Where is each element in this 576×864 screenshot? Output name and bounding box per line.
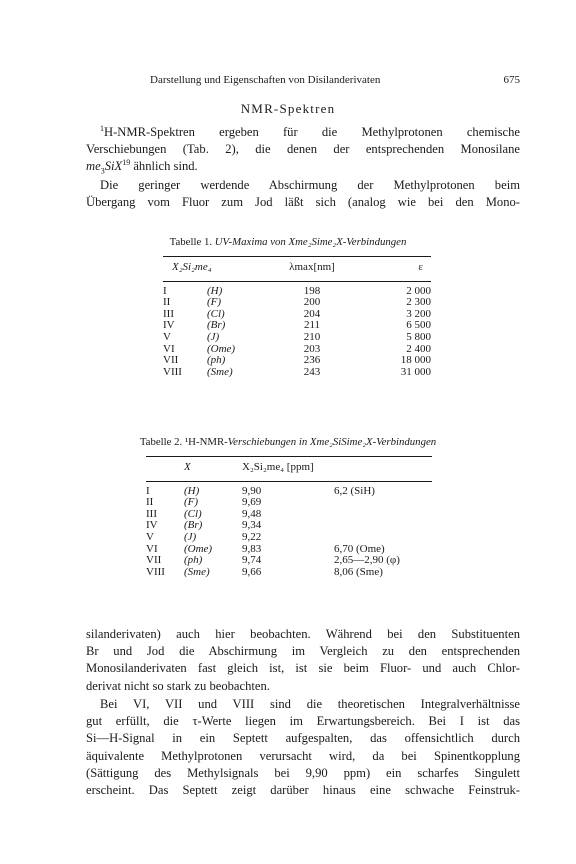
table2-cell-substituent: (Sme) xyxy=(184,565,210,578)
table2-cell-extra xyxy=(334,520,432,532)
table1-top-rule xyxy=(163,256,431,257)
table2-cell-ppm: 9,74 xyxy=(242,554,262,567)
paragraph-integral-ratios xyxy=(86,696,520,799)
table1-row xyxy=(163,332,431,344)
table1-row xyxy=(163,297,431,309)
table1-header-compound: X₂Si₂me₄ xyxy=(172,261,212,273)
table1-cell-substituent: (J) xyxy=(207,330,220,343)
table1-cell-substituent: (Sme) xyxy=(207,365,233,378)
table1-cell-number: IV xyxy=(163,319,175,332)
text-line: (Sättigung des Methylsignals bei 9,90 ppm) ein scharfes Singulett xyxy=(86,765,520,780)
text-line: Monosilanderivaten fast gleich ist, ist sie beim Fluor- und auch Chlor- xyxy=(86,661,520,676)
table2-cell-ppm: 9,34 xyxy=(242,519,262,532)
table2-cell-ppm: 9,48 xyxy=(242,507,262,520)
table1-cell-epsilon: 3 200 xyxy=(406,307,431,320)
table1-cell-lambda: 211 xyxy=(303,319,321,332)
text-line: erscheint. Das Septett zeigt darüber hinaus eine schwache Feinstruk- xyxy=(86,783,520,798)
text-line: silanderivaten) auch hier beobachten. Während bei den Substituenten xyxy=(86,627,520,641)
table1-cell-lambda: 210 xyxy=(303,330,321,343)
table1-cell-substituent: (Cl) xyxy=(207,307,225,320)
table1-cell-number: V xyxy=(163,330,171,343)
table2-caption-prefix: Tabelle 2. ¹H-NMR- xyxy=(139,436,228,448)
table1-cell-number: I xyxy=(163,284,167,297)
table1-row xyxy=(163,367,431,379)
table1-row xyxy=(163,355,431,367)
table1-cell-substituent: (H) xyxy=(207,284,223,297)
table1-row xyxy=(163,344,431,356)
text-line: Si—H-Signal in ein Septett aufgespalten, das offensichtlich durch xyxy=(86,731,520,746)
table1-cell-epsilon: 31 000 xyxy=(400,365,431,378)
table2-cell-extra: 2,65—2,90 (φ) xyxy=(334,554,400,567)
table2-header-ppm: X₂Si₂me₄ [ppm] xyxy=(242,461,314,473)
table2-row xyxy=(146,555,432,567)
table1-cell-substituent: (Br) xyxy=(207,319,226,332)
table1-row xyxy=(163,320,431,332)
formula-six: SiX xyxy=(104,159,123,174)
table1-header-lambda: λmax[nm] xyxy=(289,261,335,273)
table2-cell-extra xyxy=(334,532,432,544)
superscript-mass-number: 1 xyxy=(100,123,104,133)
text-line: gut erfüllt, die τ-Werte liegen im Erwartungsbereich. Bei I ist das xyxy=(86,714,520,729)
table2-cell-extra xyxy=(334,497,432,509)
table1-cell-number: II xyxy=(163,296,171,309)
table1-cell-epsilon: 2 400 xyxy=(406,342,431,355)
table2-cell-number: IV xyxy=(146,519,158,532)
paragraph-shielding xyxy=(86,177,520,211)
text-line xyxy=(86,124,520,141)
table2-row xyxy=(146,532,432,544)
table1-cell-number: VI xyxy=(163,342,175,355)
text-line: Übergang vom Fluor zum Jod läßt sich (analog wie bei den Mono- xyxy=(86,195,520,210)
table1-cell-substituent: (F) xyxy=(207,296,222,309)
text-run: ähnlich sind. xyxy=(130,159,198,174)
table1-cell-number: VII xyxy=(163,354,179,367)
running-title: Darstellung und Eigenschaften von Disilanderivaten xyxy=(150,74,381,86)
table1-cell-lambda: 243 xyxy=(303,365,321,378)
table1-cell-substituent: (Ome) xyxy=(207,342,236,355)
paragraph-silane-derivatives xyxy=(86,626,520,695)
table1-header-row xyxy=(163,262,431,286)
text-line: Br und Jod die Abschirmung im Vergleich zu den entsprechenden xyxy=(86,644,520,659)
table1-row xyxy=(163,286,431,298)
table2-header-x: X xyxy=(184,461,191,473)
table2-cell-number: VI xyxy=(146,542,158,555)
table2-cell-substituent: (Ome) xyxy=(184,542,213,555)
text-line: derivat nicht so stark zu beobachten. xyxy=(86,678,270,693)
table2-body xyxy=(146,486,432,579)
table2-cell-number: VIII xyxy=(146,565,165,578)
table2-cell-substituent: (Br) xyxy=(184,519,203,532)
table1-cell-epsilon: 2 300 xyxy=(406,296,431,309)
table1-cell-number: VIII xyxy=(163,365,182,378)
table2-cell-number: III xyxy=(146,507,157,520)
table2-cell-substituent: (H) xyxy=(184,484,200,497)
table1-caption-text: UV-Maxima von Xme₂Sime₂X-Verbindungen xyxy=(214,236,407,248)
table2-cell-extra xyxy=(334,509,432,521)
text-line: äquivalente Methylprotonen verursacht wird, da bei Spinentkopplung xyxy=(86,748,520,763)
table2-header-row xyxy=(146,462,432,486)
table1-caption xyxy=(0,236,576,248)
page-number: 675 xyxy=(503,74,520,86)
formula-subscript: 3 xyxy=(100,166,105,176)
table1 xyxy=(163,262,431,378)
table1-cell-lambda: 204 xyxy=(303,307,321,320)
text-line: Bei VI, VII und VIII sind die theoretischen Integralverhältnisse xyxy=(100,697,520,711)
table1-cell-lambda: 198 xyxy=(303,284,321,297)
running-head xyxy=(150,74,520,86)
table2-cell-substituent: (Cl) xyxy=(184,507,202,520)
formula-me: me xyxy=(86,159,101,174)
table2-cell-extra: 6,70 (Ome) xyxy=(334,542,385,555)
text-line: Verschiebungen (Tab. 2), die denen der entsprechenden Monosilane xyxy=(86,142,520,157)
table1-cell-epsilon: 18 000 xyxy=(400,354,431,367)
section-title: NMR-Spektren xyxy=(240,101,336,116)
table2 xyxy=(146,462,432,578)
table2-caption-text: Verschiebungen in Xme₂SiSime₂X-Verbindungen xyxy=(227,436,437,448)
table1-cell-epsilon: 2 000 xyxy=(406,284,431,297)
reference-superscript: 19 xyxy=(122,158,131,168)
table1-cell-substituent: (ph) xyxy=(207,354,226,367)
table1-cell-lambda: 203 xyxy=(303,342,321,355)
table1-header-epsilon: ε xyxy=(418,261,423,273)
text-line: Die geringer werdende Abschirmung der Methylprotonen beim xyxy=(100,178,520,192)
table2-cell-number: V xyxy=(146,530,154,543)
table2-cell-ppm: 9,66 xyxy=(242,565,262,578)
table2-cell-number: I xyxy=(146,484,150,497)
table2-caption xyxy=(0,436,576,448)
table2-cell-number: VII xyxy=(146,554,162,567)
table1-body xyxy=(163,286,431,379)
table2-top-rule xyxy=(146,456,432,457)
table2-cell-ppm: 9,83 xyxy=(242,542,262,555)
table2-cell-extra: 6,2 (SiH) xyxy=(334,484,375,497)
table2-cell-substituent: (ph) xyxy=(184,554,203,567)
table1-row xyxy=(163,309,431,321)
text-run: H-NMR-Spektren ergeben für die Methylprotonen chemische xyxy=(104,125,520,139)
table1-cell-lambda: 200 xyxy=(303,296,321,309)
table2-cell-substituent: (J) xyxy=(184,530,197,543)
table2-cell-extra: 8,06 (Sme) xyxy=(334,565,383,578)
table2-cell-ppm: 9,22 xyxy=(242,530,262,543)
table1-cell-epsilon: 6 500 xyxy=(406,319,431,332)
table1-cell-number: III xyxy=(163,307,174,320)
paragraph-nmr-intro xyxy=(86,124,520,180)
table2-cell-substituent: (F) xyxy=(184,496,199,509)
table2-cell-ppm: 9,90 xyxy=(242,484,262,497)
table2-cell-ppm: 9,69 xyxy=(242,496,262,509)
table1-caption-prefix: Tabelle 1. xyxy=(169,236,215,248)
table2-cell-number: II xyxy=(146,496,154,509)
table2-row xyxy=(146,567,432,579)
table1-cell-lambda: 236 xyxy=(303,354,321,367)
table1-cell-epsilon: 5 800 xyxy=(406,330,431,343)
